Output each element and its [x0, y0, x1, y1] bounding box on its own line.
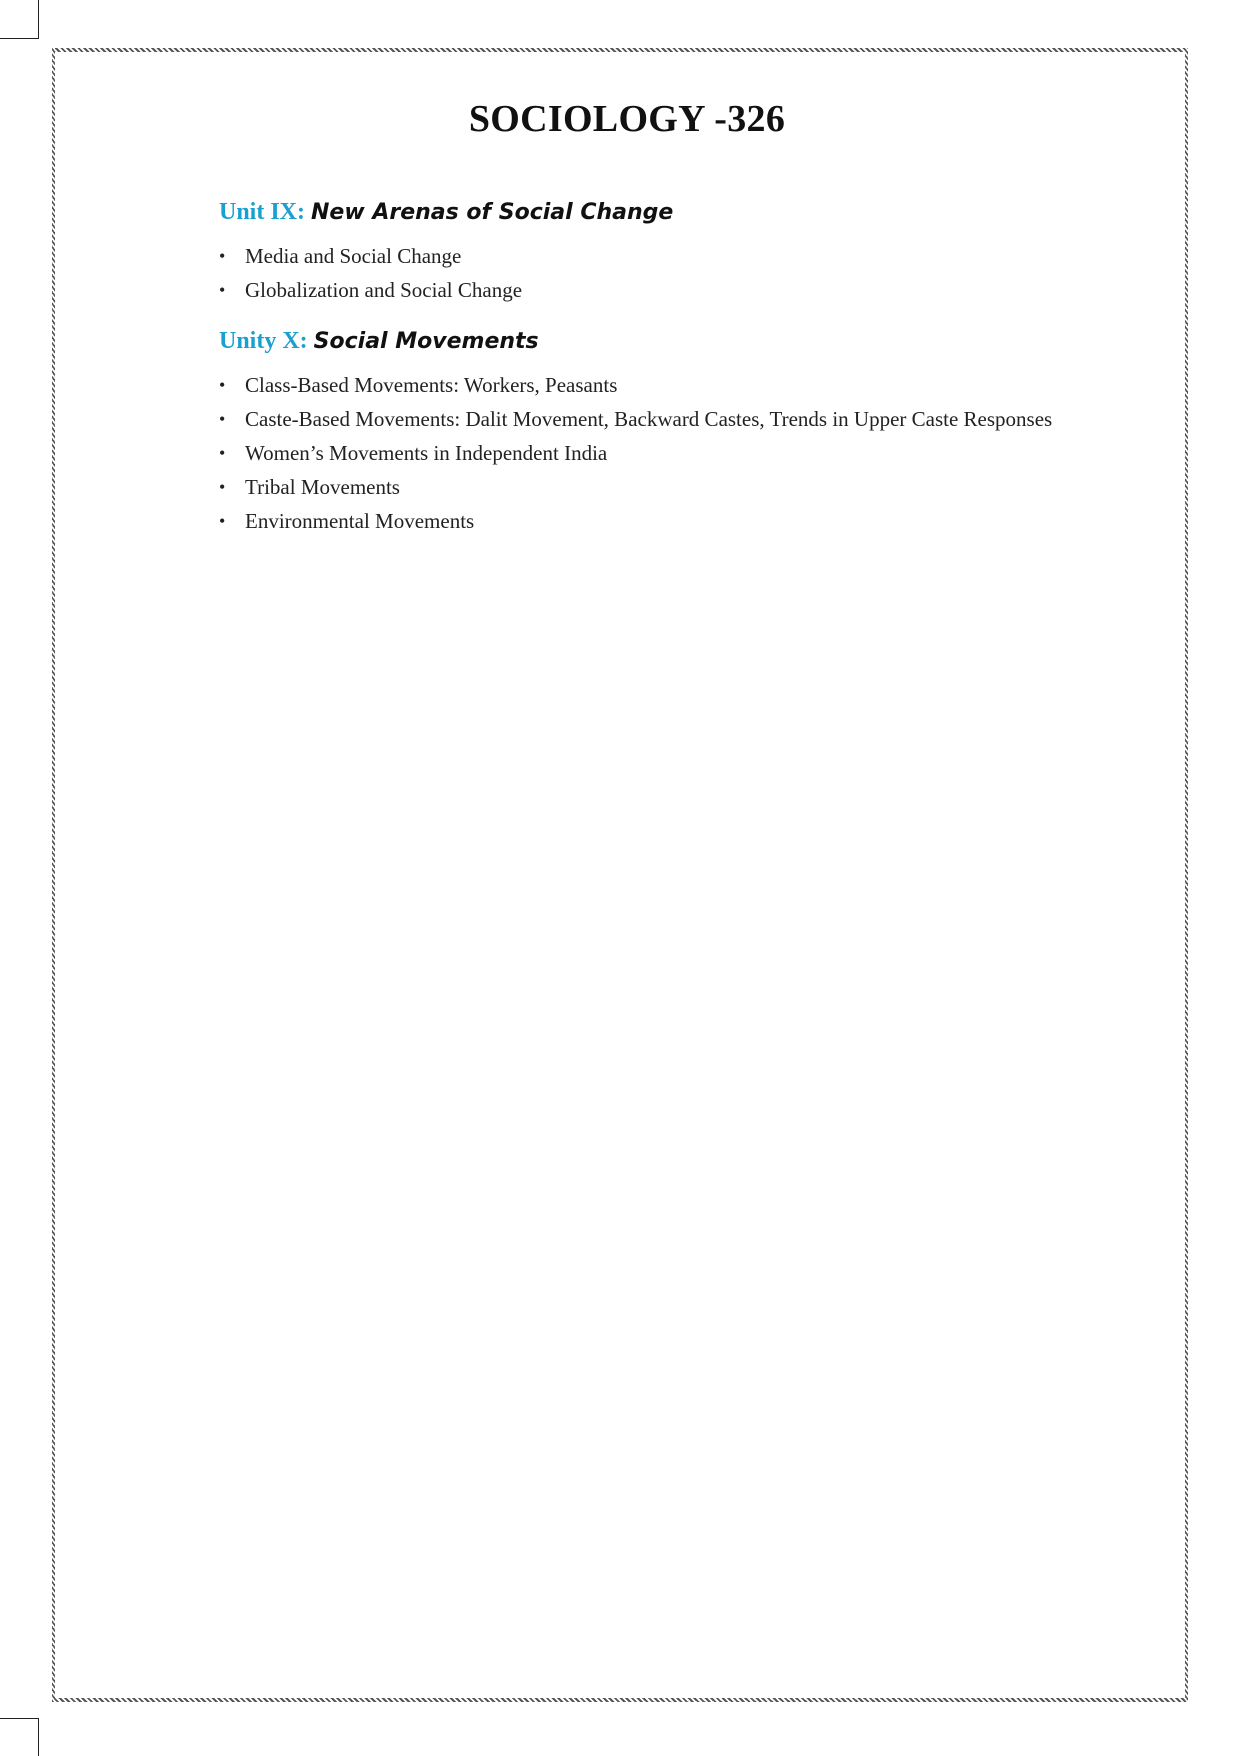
bullet-icon: •	[219, 246, 226, 266]
bullet-icon: •	[219, 409, 226, 429]
list-item	[219, 368, 1119, 402]
unit-title: Social Movements	[313, 329, 539, 354]
topic-text: Women’s Movements in Independent India	[245, 441, 608, 465]
bullet-icon: •	[219, 375, 226, 395]
page-title: SOCIOLOGY -326	[468, 98, 786, 141]
topic-list	[219, 239, 1119, 307]
bullet-icon: •	[219, 280, 226, 300]
topic-text: Media and Social Change	[245, 244, 462, 268]
topic-text: Globalization and Social Change	[245, 278, 523, 302]
topic-text: Class-Based Movements: Workers, Peasants	[245, 373, 618, 397]
bullet-icon: •	[219, 477, 226, 497]
unit-title: New Arenas of Social Change	[311, 200, 674, 225]
unit-section-ix	[219, 196, 1119, 307]
bullet-icon: •	[219, 511, 226, 531]
bullet-icon: •	[219, 443, 226, 463]
unit-heading	[219, 196, 1119, 229]
unit-number: Unit IX:	[219, 199, 306, 225]
crop-mark-bottom-left	[0, 1718, 39, 1756]
list-item	[219, 273, 1119, 307]
list-item	[219, 402, 1119, 436]
unit-number: Unity X:	[219, 328, 308, 354]
unit-section-x	[219, 325, 1119, 538]
topic-text: Tribal Movements	[245, 475, 400, 499]
syllabus-content	[219, 196, 1119, 556]
crop-mark-top-left	[0, 0, 39, 39]
topic-text: Caste-Based Movements: Dalit Movement, Backward Castes, Trends in Upper Caste Responses	[245, 407, 1053, 431]
list-item	[219, 504, 1119, 538]
topic-list	[219, 368, 1119, 538]
list-item	[219, 239, 1119, 273]
list-item	[219, 436, 1119, 470]
topic-text: Environmental Movements	[245, 509, 475, 533]
list-item	[219, 470, 1119, 504]
unit-heading	[219, 325, 1119, 358]
